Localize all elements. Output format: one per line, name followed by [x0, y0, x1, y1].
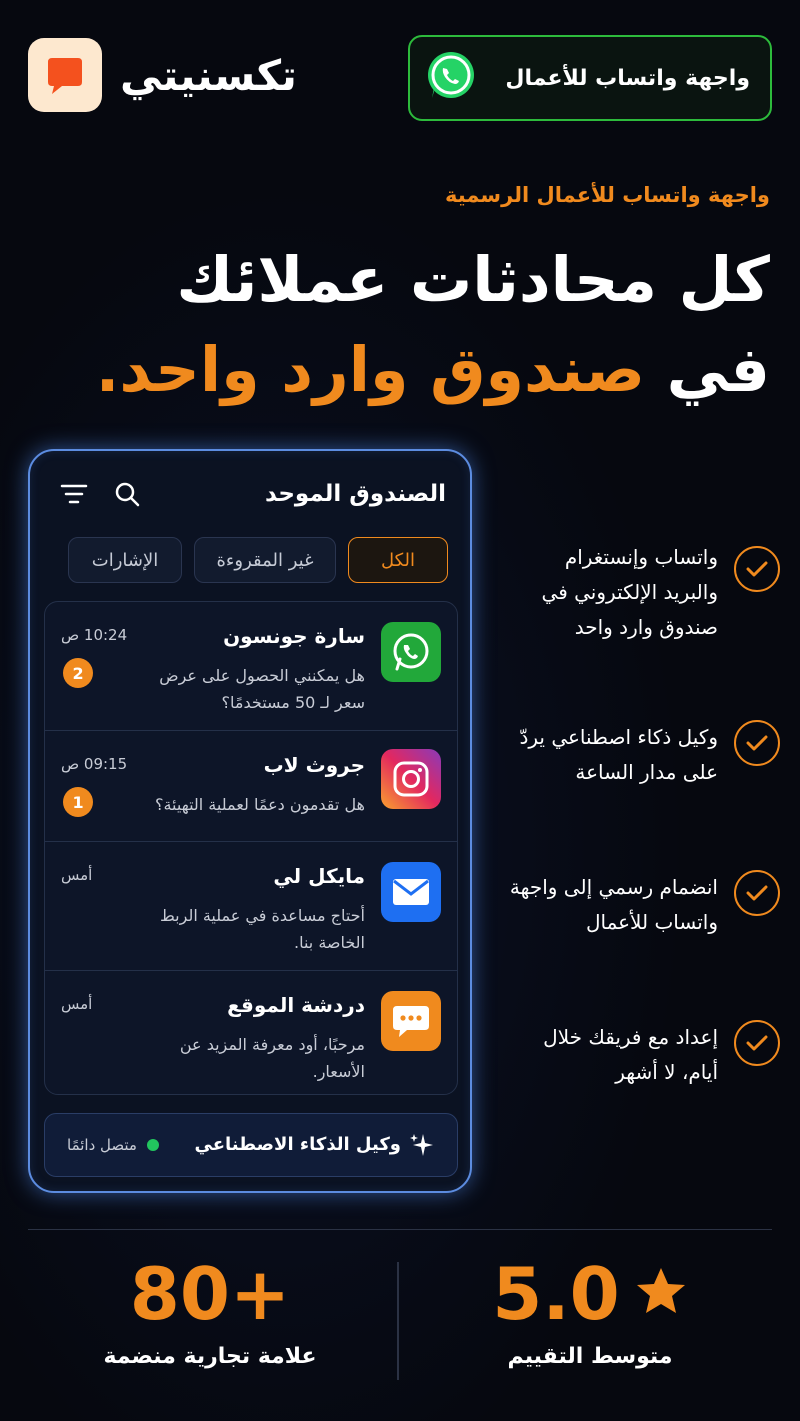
tab-mentions[interactable]: الإشارات [68, 537, 182, 583]
hero-eyebrow: واجهة واتساب للأعمال الرسمية [445, 183, 770, 207]
message-preview: أحتاج مساعدة في عملية الربط الخاصة بنا. [159, 906, 365, 953]
rating-value: 5.0 [492, 1252, 620, 1336]
ai-agent-bar[interactable] [44, 1113, 458, 1177]
hero-headline-orange-words: صندوق وارد واحد. [95, 333, 646, 406]
tab-unread[interactable]: غير المقروءة [194, 537, 336, 583]
feature-item-2 [508, 720, 780, 790]
stat-rating [420, 1252, 760, 1369]
whatsapp-icon [423, 48, 479, 108]
check-circle-icon [734, 546, 780, 592]
stat-brands [40, 1252, 380, 1369]
hero-headline-line1: كل محادثات عملائك [176, 243, 770, 316]
contact-name: سارة جونسون [223, 624, 365, 648]
unified-inbox-card [28, 449, 472, 1193]
brand-name: تكسنيتي [120, 50, 297, 100]
contact-name: مايكل لي [273, 864, 365, 888]
feature-text: واتساب وإنستغرام والبريد الإلكتروني في صندوق وارد واحد [541, 545, 718, 639]
sparkle-icon [409, 1132, 435, 1162]
filter-icon[interactable] [60, 482, 88, 510]
message-time: أمس [61, 995, 93, 1013]
message-preview: هل تقدمون دعمًا لعملية التهيئة؟ [154, 795, 365, 814]
contact-name: دردشة الموقع [227, 993, 365, 1017]
stats-divider [397, 1262, 399, 1380]
conversation-list [44, 601, 458, 1095]
conversation-row-2[interactable] [45, 731, 457, 842]
message-preview: مرحبًا، أود معرفة المزيد عن الأسعار. [179, 1035, 365, 1082]
whatsapp-business-api-pill[interactable] [408, 35, 772, 121]
brand-logo[interactable] [28, 38, 297, 112]
feature-text: انضمام رسمي إلى واجهة واتساب للأعمال [509, 875, 718, 934]
conversation-row-1[interactable] [45, 602, 457, 731]
star-icon [634, 1252, 688, 1336]
unread-badge: 1 [63, 787, 93, 817]
email-icon [381, 862, 441, 922]
brands-value: 80+ [129, 1252, 291, 1336]
brands-label: علامة تجارية منضمة [103, 1344, 317, 1369]
feature-item-1 [508, 540, 780, 645]
rating-value-row [420, 1252, 760, 1336]
feature-item-3 [508, 870, 780, 940]
search-icon[interactable] [114, 481, 140, 511]
whatsapp-pill-label: واجهة واتساب للأعمال [505, 65, 750, 91]
feature-item-4 [508, 1020, 780, 1090]
whatsapp-icon [381, 622, 441, 682]
online-status-dot-icon [147, 1139, 159, 1151]
feature-text: إعداد مع فريقك خلال أيام، لا أشهر [543, 1025, 718, 1084]
message-time: أمس [61, 866, 93, 884]
hero-headline-white-word: في [666, 333, 770, 406]
conversation-row-3[interactable] [45, 842, 457, 971]
check-circle-icon [734, 720, 780, 766]
hero-headline-line2 [95, 333, 770, 406]
instagram-icon [381, 749, 441, 809]
agent-status-text: متصل دائمًا [67, 1136, 137, 1154]
tab-all[interactable]: الكل [348, 537, 448, 583]
section-divider [28, 1229, 772, 1230]
agent-status [67, 1136, 159, 1154]
check-circle-icon [734, 870, 780, 916]
check-circle-icon [734, 1020, 780, 1066]
inbox-title: الصندوق الموحد [265, 481, 446, 507]
contact-name: جروث لاب [263, 753, 365, 777]
ai-agent-label: وكيل الذكاء الاصطناعي [194, 1134, 401, 1155]
inbox-tabs [68, 537, 448, 583]
message-time: 09:15 ص [61, 755, 128, 773]
rating-label: متوسط التقييم [507, 1344, 673, 1369]
brand-logo-icon [28, 38, 102, 112]
message-time: 10:24 ص [61, 626, 128, 644]
message-preview: هل يمكنني الحصول على عرض سعر لـ 50 مستخدمًا؟ [159, 666, 365, 713]
feature-text: وكيل ذكاء اصطناعي يردّ على مدار الساعة [519, 725, 718, 784]
conversation-row-4[interactable] [45, 971, 457, 1095]
unread-badge: 2 [63, 658, 93, 688]
webchat-icon [381, 991, 441, 1051]
